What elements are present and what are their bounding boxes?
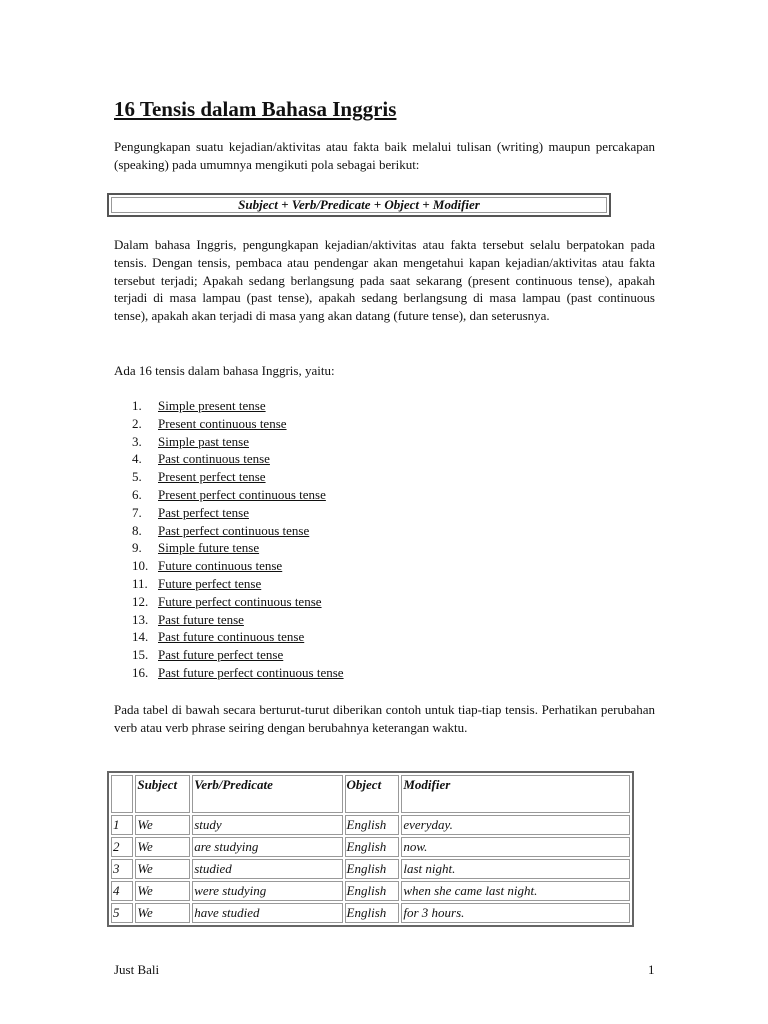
table-cell: English bbox=[345, 859, 400, 879]
tense-list-item bbox=[132, 397, 344, 415]
table-header-cell: Object bbox=[345, 775, 400, 813]
table-cell: study bbox=[192, 815, 342, 835]
tense-list-item bbox=[132, 415, 344, 433]
table-cell: for 3 hours. bbox=[401, 903, 630, 923]
table-cell: when she came last night. bbox=[401, 881, 630, 901]
tense-number: 15. bbox=[132, 647, 149, 663]
tense-link[interactable]: Past future perfect continuous tense bbox=[158, 664, 344, 680]
tense-list-item bbox=[132, 646, 344, 664]
table-cell: We bbox=[135, 837, 190, 857]
tense-list-item bbox=[132, 504, 344, 522]
table-cell: were studying bbox=[192, 881, 342, 901]
tense-number: 9. bbox=[132, 540, 142, 556]
table-cell: We bbox=[135, 859, 190, 879]
explanation-paragraph: Dalam bahasa Inggris, pengungkapan kejadian/aktivitas atau fakta tersebut selalu berpatokan pada tensis. Dengan tensis, pembaca atau pendengar akan mengetahui kapan kejadian/aktivitas atau fakta tersebut terjadi; Apakah sedang berlangsung pada saat sekarang (present continuous tense), apakah terjadi di masa lampau (past tense), apakah sedang berlangsung di masa lampau (past continuous tense), apakah akan terjadi di masa yang akan datang (future tense), dan seterusnya. bbox=[114, 237, 655, 324]
table-cell: We bbox=[135, 815, 190, 835]
tense-number: 6. bbox=[132, 486, 142, 502]
tense-number: 2. bbox=[132, 415, 142, 431]
table-cell: 3 bbox=[111, 859, 133, 879]
footer-author: Just Bali bbox=[114, 962, 160, 977]
tense-number: 12. bbox=[132, 593, 149, 609]
tense-link[interactable]: Past perfect continuous tense bbox=[158, 522, 310, 538]
example-table bbox=[107, 771, 634, 927]
table-cell: English bbox=[345, 815, 400, 835]
tense-list-item bbox=[132, 628, 344, 646]
table-intro-paragraph: Pada tabel di bawah secara berturut-turut diberikan contoh untuk tiap-tiap tensis. Perhatikan perubahan verb atau verb phrase seiring dengan berubahnya keterangan waktu. bbox=[114, 702, 655, 735]
tense-list-item bbox=[132, 611, 344, 629]
table-header-row bbox=[111, 775, 630, 813]
tense-number: 16. bbox=[132, 664, 149, 680]
table-cell: last night. bbox=[401, 859, 630, 879]
tense-list-item bbox=[132, 433, 344, 451]
table-cell: everyday. bbox=[401, 815, 630, 835]
tense-number: 5. bbox=[132, 469, 142, 485]
tense-link[interactable]: Future perfect continuous tense bbox=[158, 593, 322, 609]
table-row bbox=[111, 903, 630, 923]
table-cell: 5 bbox=[111, 903, 133, 923]
tense-list-item bbox=[132, 486, 344, 504]
table-cell: studied bbox=[192, 859, 342, 879]
tense-link[interactable]: Future perfect tense bbox=[158, 575, 262, 591]
tense-link[interactable]: Simple future tense bbox=[158, 540, 260, 556]
formula-text: Subject + Verb/Predicate + Object + Modifier bbox=[111, 197, 607, 213]
table-cell: 2 bbox=[111, 837, 133, 857]
tense-link[interactable]: Past continuous tense bbox=[158, 451, 270, 467]
tense-number: 8. bbox=[132, 522, 142, 538]
table-header-cell: Modifier bbox=[401, 775, 630, 813]
tense-number: 4. bbox=[132, 451, 142, 467]
tense-list bbox=[132, 397, 344, 682]
table-cell: 1 bbox=[111, 815, 133, 835]
list-lead: Ada 16 tensis dalam bahasa Inggris, yaitu: bbox=[114, 363, 335, 378]
table-header-cell: Subject bbox=[135, 775, 190, 813]
tense-link[interactable]: Past perfect tense bbox=[158, 504, 249, 520]
footer-page-number: 1 bbox=[648, 962, 655, 977]
tense-list-item bbox=[132, 522, 344, 540]
tense-list-item bbox=[132, 575, 344, 593]
tense-list-item bbox=[132, 557, 344, 575]
table-cell: English bbox=[345, 903, 400, 923]
tense-list-item bbox=[132, 468, 344, 486]
formula-box bbox=[107, 193, 611, 217]
tense-link[interactable]: Present perfect tense bbox=[158, 469, 266, 485]
table-row bbox=[111, 815, 630, 835]
tense-list-item bbox=[132, 593, 344, 611]
table-cell: 4 bbox=[111, 881, 133, 901]
tense-number: 3. bbox=[132, 433, 142, 449]
tense-number: 10. bbox=[132, 558, 149, 574]
tense-number: 14. bbox=[132, 629, 149, 645]
tense-number: 7. bbox=[132, 504, 142, 520]
table-header-cell: Verb/Predicate bbox=[192, 775, 342, 813]
tense-link[interactable]: Past future continuous tense bbox=[158, 629, 305, 645]
table-header-cell bbox=[111, 775, 133, 813]
table-cell: We bbox=[135, 881, 190, 901]
tense-link[interactable]: Future continuous tense bbox=[158, 558, 283, 574]
tense-link[interactable]: Present continuous tense bbox=[158, 415, 287, 431]
table-cell: now. bbox=[401, 837, 630, 857]
table-cell: We bbox=[135, 903, 190, 923]
table-row bbox=[111, 881, 630, 901]
tense-number: 13. bbox=[132, 611, 149, 627]
tense-link[interactable]: Simple past tense bbox=[158, 433, 249, 449]
table-cell: English bbox=[345, 881, 400, 901]
table-cell: are studying bbox=[192, 837, 342, 857]
tense-link[interactable]: Present perfect continuous tense bbox=[158, 486, 326, 502]
tense-number: 11. bbox=[132, 575, 148, 591]
table-cell: have studied bbox=[192, 903, 342, 923]
tense-list-item bbox=[132, 450, 344, 468]
tense-list-item bbox=[132, 539, 344, 557]
tense-link[interactable]: Simple present tense bbox=[158, 398, 266, 413]
table-cell: English bbox=[345, 837, 400, 857]
intro-paragraph: Pengungkapan suatu kejadian/aktivitas atau fakta baik melalui tulisan (writing) maupun percakapan (speaking) pada umumnya mengikuti pola sebagai berikut: bbox=[114, 139, 655, 172]
table-row bbox=[111, 837, 630, 857]
tense-link[interactable]: Past future perfect tense bbox=[158, 647, 284, 663]
table-row bbox=[111, 859, 630, 879]
tense-number: 1. bbox=[132, 398, 142, 413]
tense-link[interactable]: Past future tense bbox=[158, 611, 244, 627]
tense-list-item bbox=[132, 664, 344, 682]
page-title: 16 Tensis dalam Bahasa Inggris bbox=[114, 97, 397, 121]
